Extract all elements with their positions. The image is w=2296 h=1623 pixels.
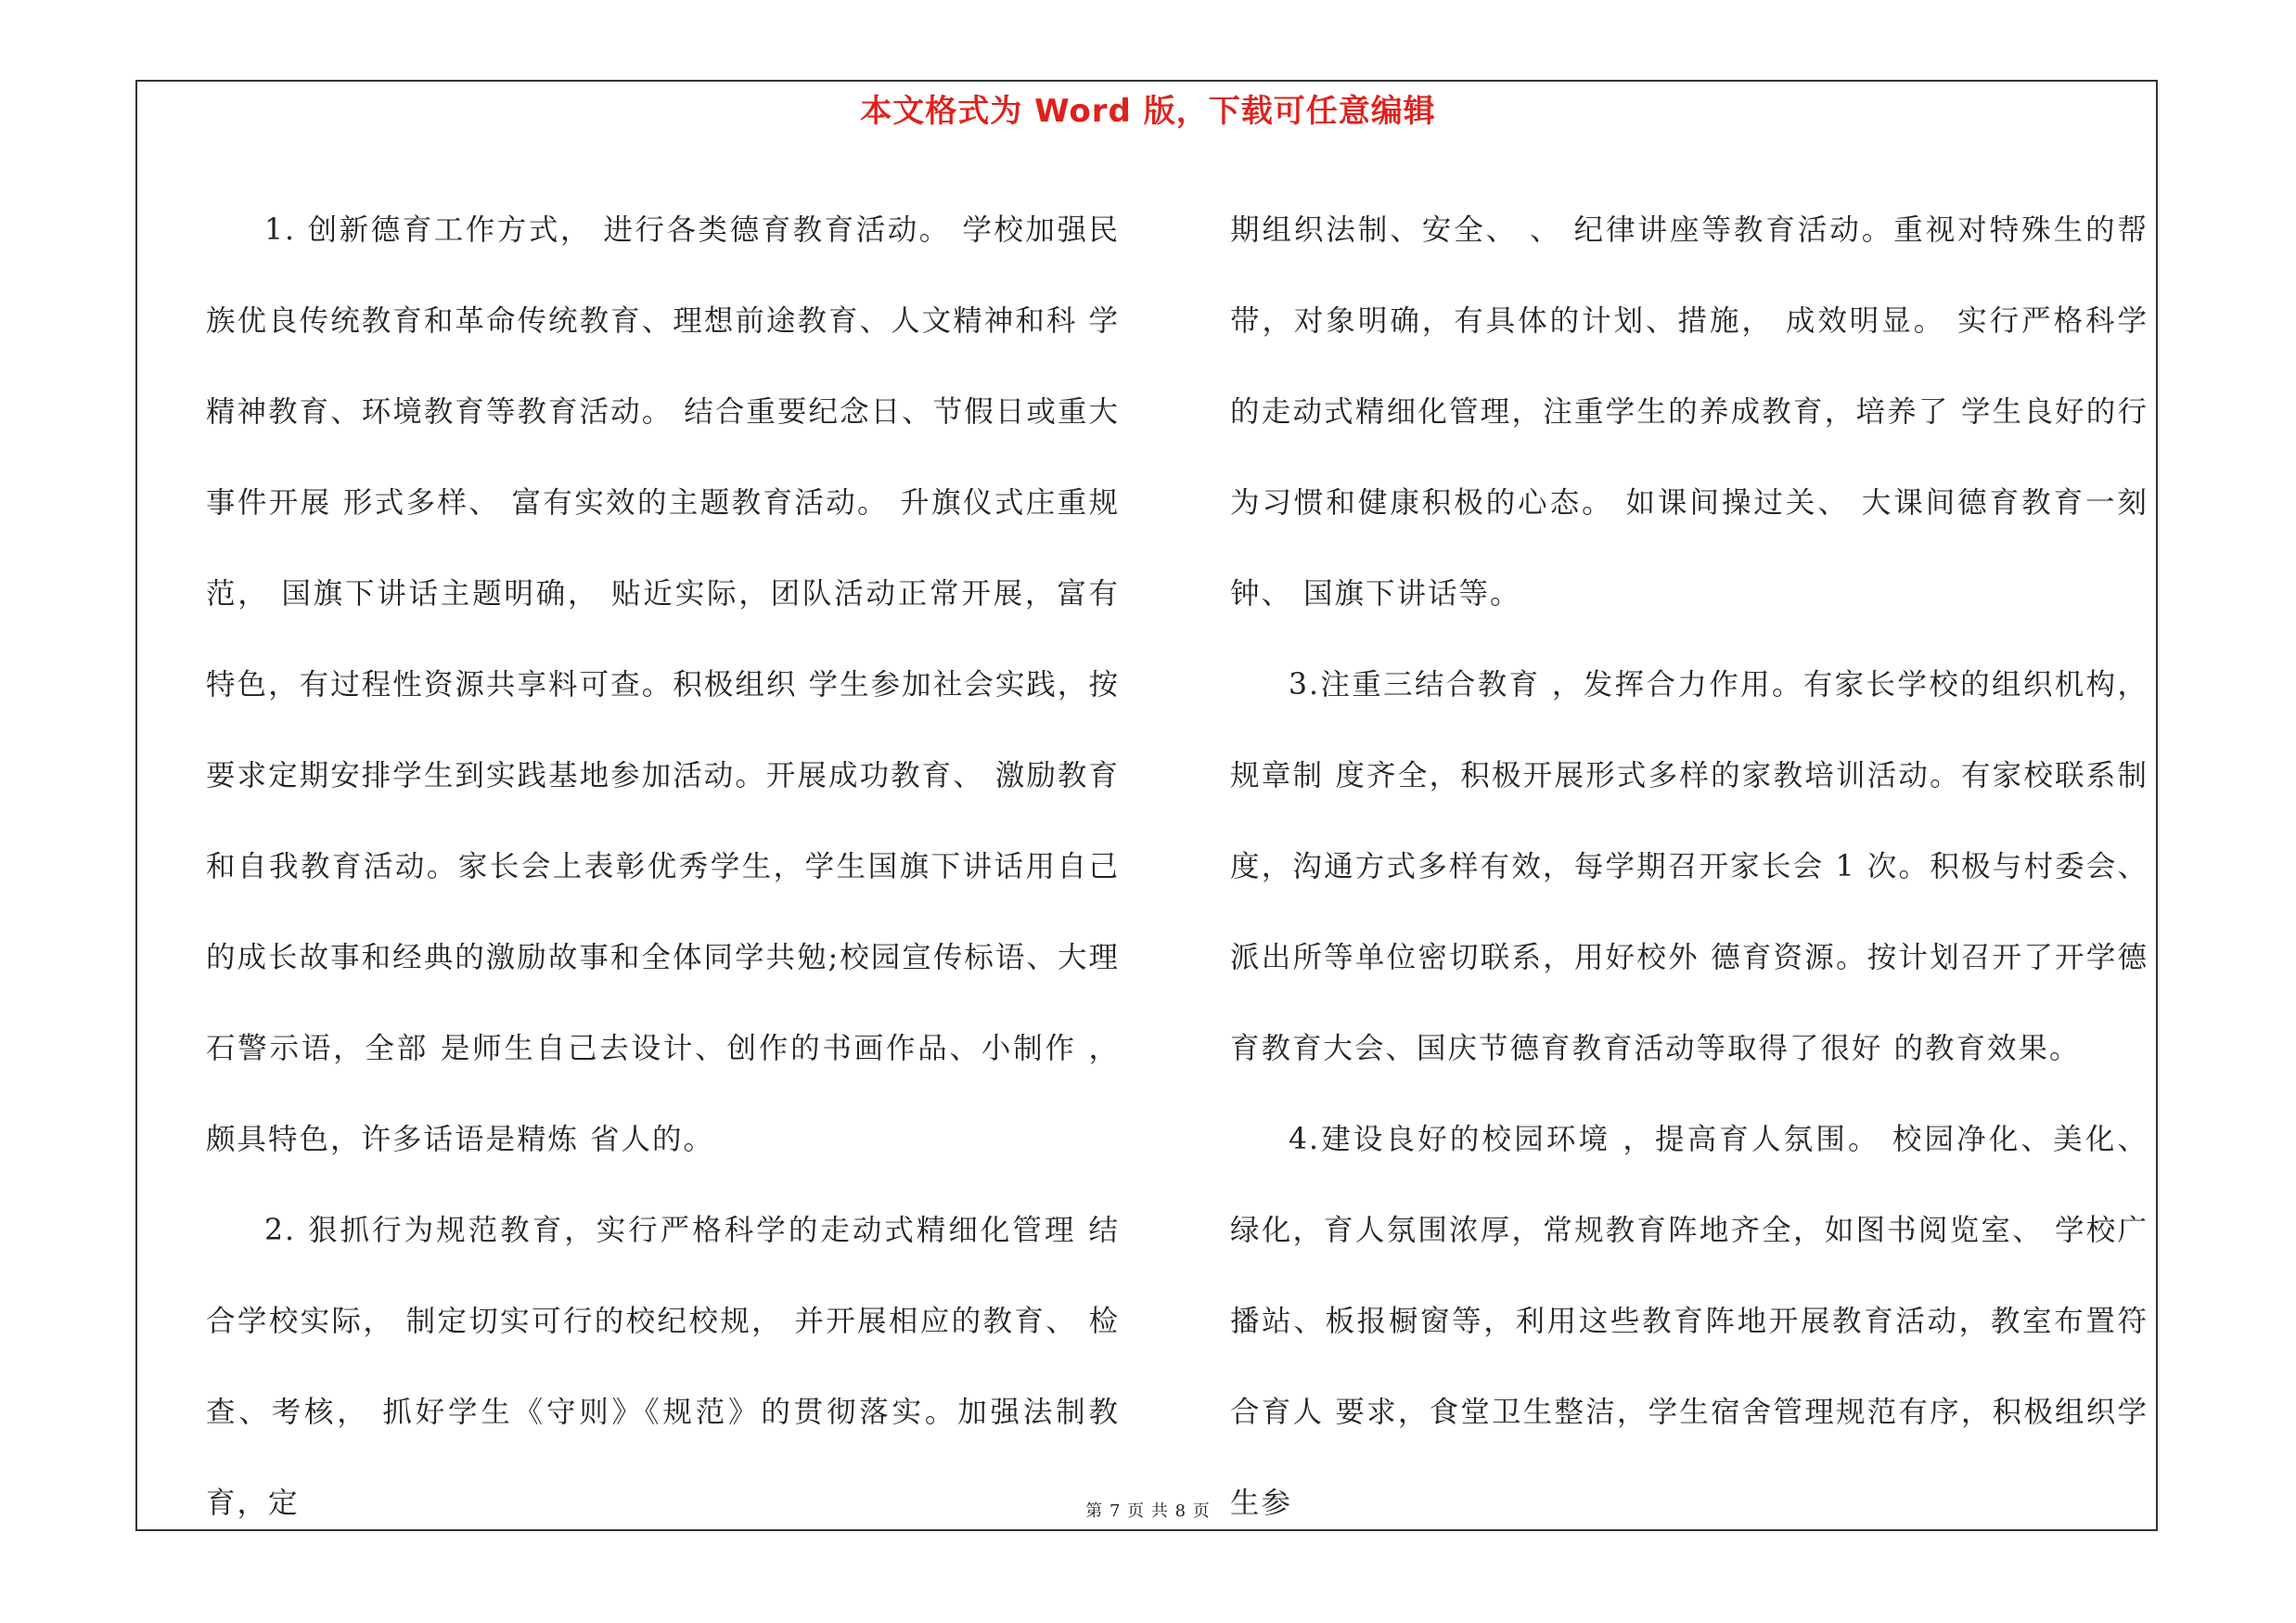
paragraph-2-continued: 期组织法制、安全、 、 纪律讲座等教育活动。重视对特殊生的帮带，对象明确，有具体的计划、措施， 成效明显。 实行严格科学的走动式精细化管理，注重学生的养成教育，培养了 学生良好的行为习惯和健康积极的心态。 如课间操过关、 大课间德育教育一刻钟、 国旗下讲话等。	[1230, 213, 2148, 611]
paragraph-3: 3.注重三结合教育 ，发挥合力作用。有家长学校的组织机构，规章制 度齐全，积极开展形式多样的家教培训活动。有家校联系制度，沟通方式多样有效，每学期召开家长会 1 次。积极与村委会、派出所等单位密切联系，用好校外 德育资源。按计划召开了开学德育教育大会、国庆节德育教育活动等取得了很好 的教育效果。	[1230, 668, 2148, 1065]
left-column	[206, 185, 1120, 1549]
format-notice-banner: 本文格式为 Word 版，下载可任意编辑	[860, 93, 1436, 130]
paragraph-1: 1. 创新德育工作方式， 进行各类德育教育活动。 学校加强民族优良传统教育和革命传统教育、理想前途教育、人文精神和科 学精神教育、环境教育等教育活动。 结合重要纪念日、节假日或重大事件开展 形式多样、 富有实效的主题教育活动。 升旗仪式庄重规范， 国旗下讲话主题明确， 贴近实际，团队活动正常开展，富有特色，有过程性资源共享料可查。积极组织 学生参加社会实践，按要求定期安排学生到实践基地参加活动。开展成功教育、 激励教育和自我教育活动。家长会上表彰优秀学生，学生国旗下讲话用自己的成长故事和经典的激励故事和全体同学共勉;校园宣传标语、大理石警示语，全部 是师生自己去设计、创作的书画作品、小制作 ，颇具特色，许多话语是精炼 省人的。	[206, 213, 1120, 1156]
right-column	[1230, 185, 2148, 1549]
paragraph-4: 4.建设良好的校园环境 ，提高育人氛围。 校园净化、美化、绿化，育人氛围浓厚，常规教育阵地齐全，如图书阅览室、 学校广播站、板报橱窗等，利用这些教育阵地开展教育活动，教室布置符合育人 要求，食堂卫生整洁，学生宿舍管理规范有序，积极组织学生参	[1230, 1123, 2148, 1520]
page-number: 第 7 页 共 8 页	[1085, 1501, 1211, 1521]
paragraph-2: 2. 狠抓行为规范教育，实行严格科学的走动式精细化管理 结合学校实际， 制定切实可行的校纪校规， 并开展相应的教育、 检查、考核， 抓好学生《守则》《规范》的贯彻落实。加强法制教育，定	[206, 1214, 1120, 1520]
